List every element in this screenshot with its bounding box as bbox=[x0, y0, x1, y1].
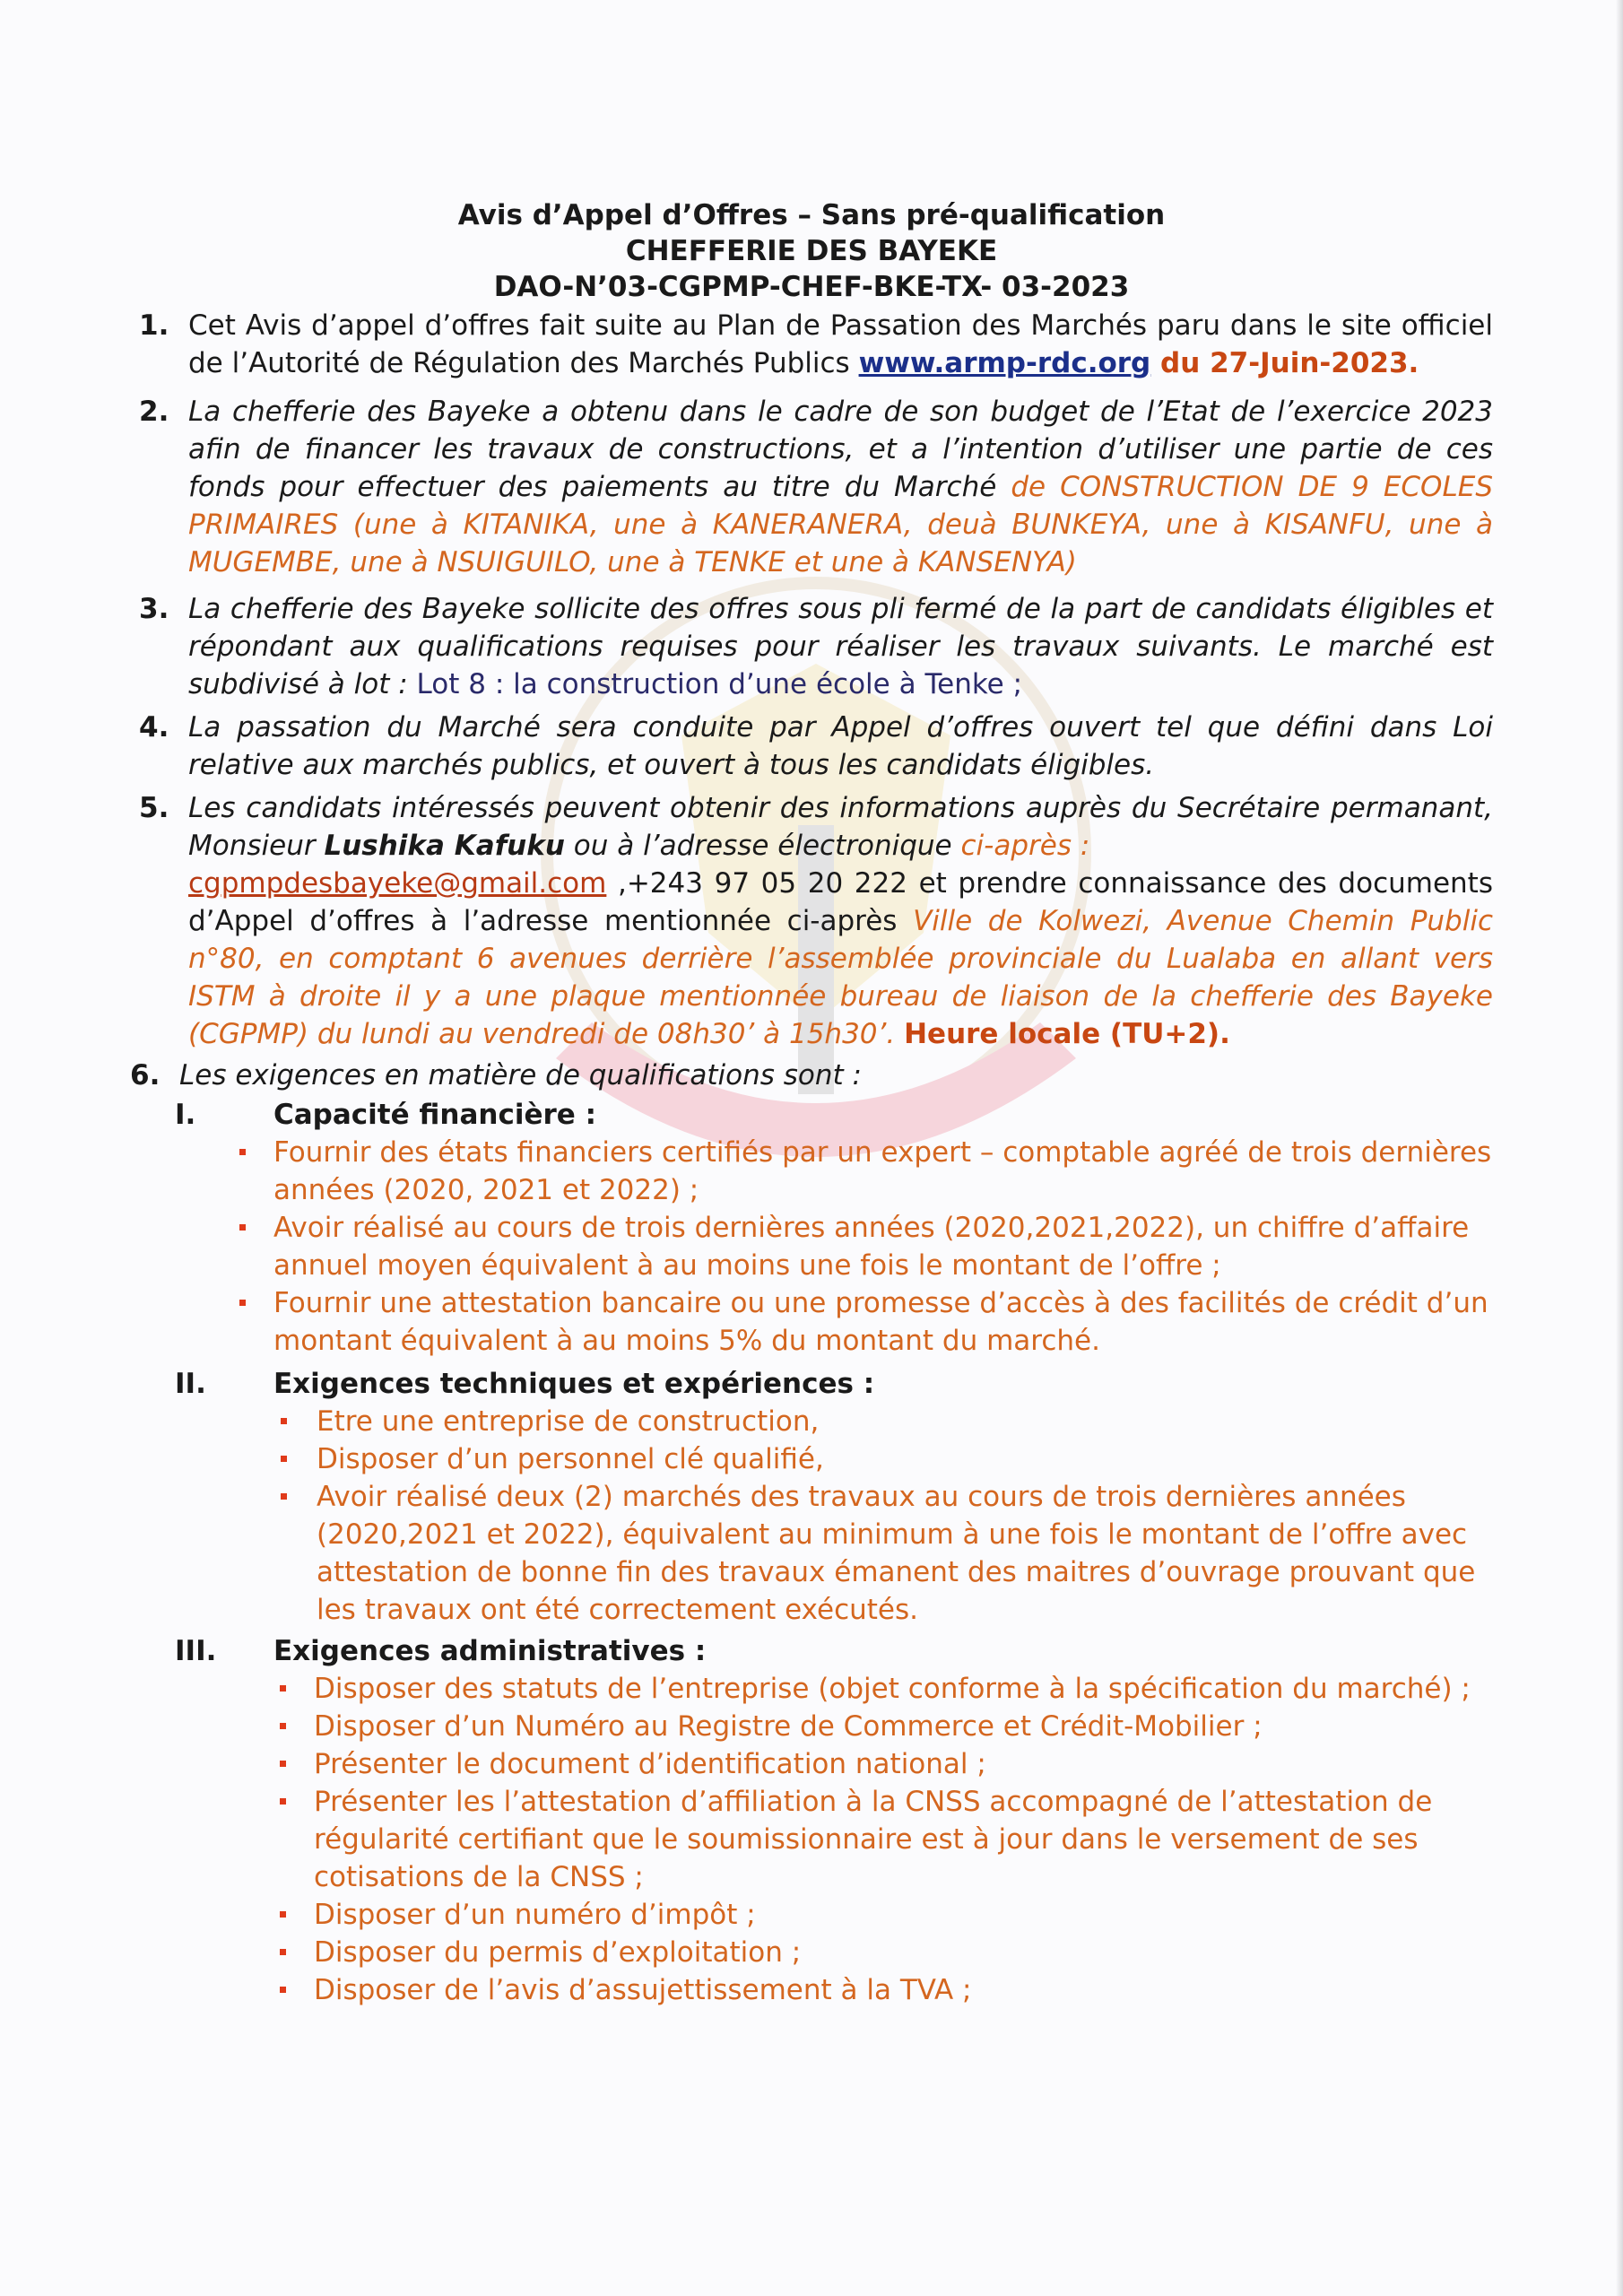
paragraph-text: ,+243 97 05 20 222 et prendre connaissance des documents d’Appel d’offres à l’adresse mentionnée ci-après bbox=[188, 867, 1493, 937]
paragraph-text: ci-après : bbox=[960, 830, 1090, 862]
paragraph-text: Les exigences en matière de qualifications sont : bbox=[179, 1059, 862, 1091]
notice-reference: DAO-N’03-CGPMP-CHEF-BKE-TX- 03-2023 bbox=[493, 271, 1130, 303]
list-item: Fournir des états financiers certifiés par un expert – comptable agréé de trois dernières années (2020, 2021 et 2022) ; bbox=[273, 1134, 1493, 1209]
notice-body bbox=[130, 307, 1493, 2009]
section-technical-requirements bbox=[148, 1365, 1493, 1629]
list-item: Disposer d’un personnel clé qualifié, bbox=[317, 1440, 1493, 1478]
paragraph-2 bbox=[139, 393, 1493, 581]
paragraph-6 bbox=[130, 1057, 1493, 1094]
paragraph-number: 3. bbox=[139, 593, 169, 625]
market-object: de CONSTRUCTION DE 9 ECOLES PRIMAIRES (une à KITANIKA, une à KANERANERA, deuà BUNKEYA, une à KISANFU, une à MUGEMBE, une à NSUIGUILO, une à TENKE et une à KANSENYA) bbox=[188, 471, 1493, 578]
paragraph-text: ou à l’adresse électronique bbox=[564, 830, 961, 862]
section-financial-capacity bbox=[148, 1096, 1493, 1360]
section-number: II. bbox=[175, 1368, 206, 1400]
paragraph-3 bbox=[139, 590, 1493, 703]
list-item: Fournir une attestation bancaire ou une promesse d’accès à des facilités de crédit d’un montant équivalent à au moins 5% du montant du marché. bbox=[273, 1284, 1493, 1360]
paragraph-text: La chefferie des Bayeke sollicite des offres sous pli fermé de la part de candidats éligibles et répondant aux qualifications requises pour réaliser les travaux suivants. Le marché est subdivisé à lot : bbox=[188, 593, 1493, 700]
secretary-name: Lushika Kafuku bbox=[324, 830, 565, 862]
section-title: Capacité financière : bbox=[273, 1099, 596, 1131]
office-address: Ville de Kolwezi, Avenue Chemin Public n°80, en comptant 6 avenues derrière l’assemblée provinciale du Lualaba en allant vers ISTM à droite il y a une plaque mentionnée bureau de liaison de la chefferie des Bayeke (CGPMP) du lundi au vendredi de 08h30’ à 15h30’. bbox=[188, 905, 1493, 1050]
list-item: Disposer d’un numéro d’impôt ; bbox=[314, 1896, 1493, 1934]
paragraph-number: 2. bbox=[139, 396, 169, 428]
contact-email-link[interactable]: cgpmpdesbayeke@gmail.com bbox=[188, 867, 607, 900]
list-item: Disposer des statuts de l’entreprise (objet conforme à la spécification du marché) ; bbox=[314, 1670, 1493, 1708]
section-number: I. bbox=[175, 1099, 196, 1131]
paragraph-text: La chefferie des Bayeke a obtenu dans le cadre de son budget de l’Etat de l’exercice 2023 afin de financer les travaux de constructions, et a l’intention d’utiliser une partie de ces fonds pour effectuer des paiements au titre du Marché bbox=[188, 396, 1493, 503]
list-item: Avoir réalisé deux (2) marchés des travaux au cours de trois dernières années (2020,2021 et 2022), équivalent au minimum à une fois le montant de l’offre avec attestation de bonne fin des travaux émanent des maitres d’ouvrage prouvant que les travaux ont été correctement exécutés. bbox=[317, 1478, 1493, 1629]
list-item: Présenter les l’attestation d’affiliation à la CNSS accompagné de l’attestation de régularité certifiant que le soumissionnaire est à jour dans le versement de ses cotisations de la CNSS ; bbox=[314, 1783, 1493, 1896]
notice-title: Avis d’Appel d’Offres – Sans pré-qualification bbox=[457, 199, 1166, 231]
paragraph-text: La passation du Marché sera conduite par Appel d’offres ouvert tel que défini dans Loi relative aux marchés publics, et ouvert à tous les candidats éligibles. bbox=[188, 711, 1493, 781]
list-item: Avoir réalisé au cours de trois dernières années (2020,2021,2022), un chiffre d’affaire annuel moyen équivalent à au moins une fois le montant de l’offre ; bbox=[273, 1209, 1493, 1284]
section-title: Exigences techniques et expériences : bbox=[273, 1368, 875, 1400]
list-item: Etre une entreprise de construction, bbox=[317, 1403, 1493, 1440]
paragraph-text: Cet Avis d’appel d’offres fait suite au Plan de Passation des Marchés paru dans le site officiel de l’Autorité de Régulation des Marchés Publics bbox=[188, 309, 1493, 379]
scan-edge bbox=[1616, 0, 1623, 2296]
paragraph-5 bbox=[139, 789, 1493, 1053]
paragraph-text: Les candidats intéressés peuvent obtenir des informations auprès du Secrétaire permanant, Monsieur bbox=[188, 792, 1493, 862]
lot-description: Lot 8 : la construction d’une école à Tenke ; bbox=[416, 668, 1023, 700]
section-title: Exigences administratives : bbox=[273, 1635, 707, 1667]
list-item: Disposer d’un Numéro au Registre de Commerce et Crédit-Mobilier ; bbox=[314, 1708, 1493, 1745]
armp-website-link[interactable]: www.armp-rdc.org bbox=[858, 347, 1151, 379]
paragraph-number: 5. bbox=[139, 792, 169, 824]
local-time: Heure locale (TU+2). bbox=[904, 1018, 1230, 1050]
publication-date: du 27-Juin-2023. bbox=[1150, 347, 1419, 379]
notice-issuer: CHEFFERIE DES BAYEKE bbox=[625, 235, 998, 267]
list-item: Disposer de l’avis d’assujettissement à la TVA ; bbox=[314, 1971, 1493, 2009]
list-item: Disposer du permis d’exploitation ; bbox=[314, 1934, 1493, 1971]
paragraph-number: 1. bbox=[139, 309, 169, 342]
list-item: Présenter le document d’identification national ; bbox=[314, 1745, 1493, 1783]
section-number: III. bbox=[175, 1635, 217, 1667]
paragraph-number: 6. bbox=[130, 1059, 161, 1091]
paragraph-4 bbox=[139, 709, 1493, 784]
paragraph-1 bbox=[139, 307, 1493, 382]
paragraph-number: 4. bbox=[139, 711, 169, 744]
section-administrative-requirements bbox=[148, 1632, 1493, 2009]
